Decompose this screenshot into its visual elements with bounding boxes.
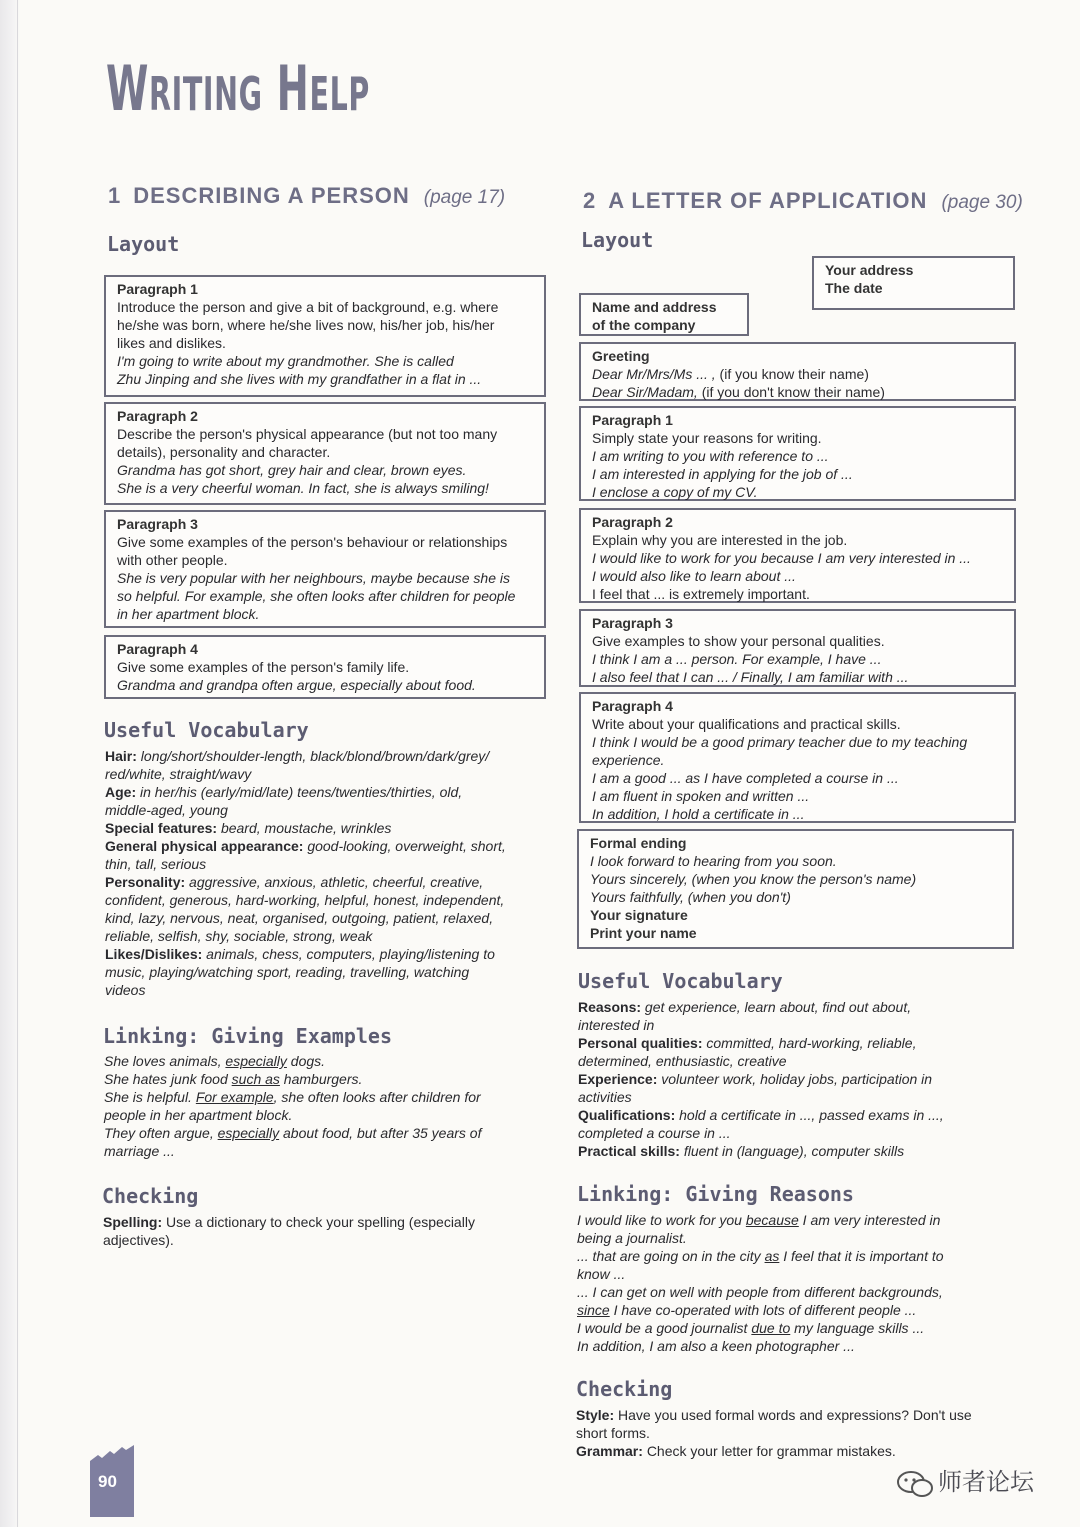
section-2-linking-examples: I would like to work for you because I am very interested in being a journalist. ... that are going on in the city as I feel that it is important to know ... ... I can get on well with people from different backgrounds, since I have co-operated with lots of different people ... I would be a good journalist due to my language skills ... In addition, I am also a keen photographer ... [577, 1212, 944, 1354]
binding-line [17, 0, 18, 1527]
formal-ending-box: Formal ending I look forward to hearing from you soon. Yours sincerely, (when you know the person's name) Yours faithfully, (when you don't) Your signature Print your name [577, 829, 1014, 949]
section-2-checking-label: Checking [576, 1377, 673, 1401]
section-2-vocab-label: Useful Vocabulary [578, 969, 783, 993]
greeting-box: Greeting Dear Mr/Mrs/Ms ... , (if you know their name) Dear Sir/Madam, (if you don't know their name) [579, 342, 1016, 401]
sec1-paragraph-1-box: Paragraph 1 Introduce the person and give a bit of background, e.g. where he/she was born, where he/she lives now, his/her job, his/her likes and dislikes. I'm going to write about my grandmother. She is called Zhu Jinping and she lives with my grandfather in a flat in ... [104, 275, 546, 397]
watermark-text: 师者论坛 [938, 1469, 1034, 1496]
section-2-layout-label: Layout [581, 228, 654, 252]
chat-bubble-icon [896, 1469, 934, 1499]
sec2-paragraph-3-box: Paragraph 3 Give examples to show your personal qualities. I think I am a ... person. For example, I have ... I also feel that I can ... / Finally, I am familiar with ... [579, 609, 1016, 687]
section-1-linking-label: Linking: Giving Examples [103, 1024, 392, 1048]
sec1-paragraph-2-box: Paragraph 2 Describe the person's physical appearance (but not too many details), personality and character. Grandma has got short, grey hair and clear, brown eyes. She is a very cheerful woman. In fact, she is always smiling! [104, 402, 546, 505]
sec2-paragraph-2-box: Paragraph 2 Explain why you are interested in the job. I would like to work for you because I am very interested in ... I would also like to learn about ... I feel that ... is extremely important. [579, 508, 1016, 603]
section-1-layout-label: Layout [107, 232, 180, 256]
section-1-heading: 1 DESCRIBING A PERSON (page 17) [108, 183, 506, 208]
watermark [896, 1462, 1034, 1499]
sec1-paragraph-4-box: Paragraph 4 Give some examples of the person's family life. Grandma and grandpa often argue, especially about food. [104, 635, 546, 699]
section-2-heading: 2 A LETTER OF APPLICATION (page 30) [583, 188, 1023, 213]
page-number: 90 [98, 1472, 117, 1491]
your-address-box: Your address The date [812, 256, 1015, 310]
section-1-vocab-label: Useful Vocabulary [104, 718, 309, 742]
page-title: WRITING HELP [106, 52, 370, 125]
sec2-paragraph-1-box: Paragraph 1 Simply state your reasons for writing. I am writing to you with reference to ... I am interested in applying for the job of ... I enclose a copy of my CV. [579, 406, 1016, 501]
section-2-vocab-list: Reasons: get experience, learn about, find out about, interested in Personal qualities: committed, hard-working, reliable, determined, enthusiastic, creative Experience: volunteer work, holiday jobs, participation in activities Qualifications: hold a certificate in ..., passed exams in ..., completed a course in ... Practical skills: fluent in (language), computer skills [578, 999, 944, 1159]
section-2-linking-label: Linking: Giving Reasons [577, 1182, 854, 1206]
section-1-vocab-list: Hair: long/short/shoulder-length, black/blond/brown/dark/grey/ red/white, straight/wavy Age: in her/his (early/mid/late) teens/twenties/thirties, old, middle-aged, young Special features: beard, moustache, wrinkles General physical appearance: good-looking, overweight, short, thin, tall, serious Personality: aggressive, anxious, athletic, cheerful, creative, confident, generous, hard-working, helpful, honest, independent, kind, lazy, nervous, neat, organised, outgoing, patient, relaxed, reliable, selfish, shy, sociable, strong, weak Likes/Dislikes: animals, chess, computers, playing/listening to music, playing/watching sport, reading, travelling, watching videos [105, 748, 506, 998]
section-1-linking-examples: She loves animals, especially dogs. She hates junk food such as hamburgers. She is helpful. For example, she often looks after children for people in her apartment block. They often argue, especially about food, but after 35 years of marriage ... [104, 1053, 482, 1159]
section-2-checking-text: Style: Have you used formal words and expressions? Don't use short forms. Grammar: Check your letter for grammar mistakes. [576, 1407, 972, 1459]
section-1-checking-text: Spelling: Use a dictionary to check your spelling (especially adjectives). [103, 1214, 475, 1248]
company-address-box: Name and address of the company [579, 293, 749, 336]
section-1-checking-label: Checking [102, 1184, 199, 1208]
sec1-paragraph-3-box: Paragraph 3 Give some examples of the person's behaviour or relationships with other people. She is very popular with her neighbours, maybe because she is so helpful. For example, she often looks after children for people in her apartment block. [104, 510, 546, 628]
sec2-paragraph-4-box: Paragraph 4 Write about your qualifications and practical skills. I think I would be a good primary teacher due to my teaching experience. I am a good ... as I have completed a course in ... I am fluent in spoken and written ... In addition, I hold a certificate in ... [579, 692, 1016, 823]
